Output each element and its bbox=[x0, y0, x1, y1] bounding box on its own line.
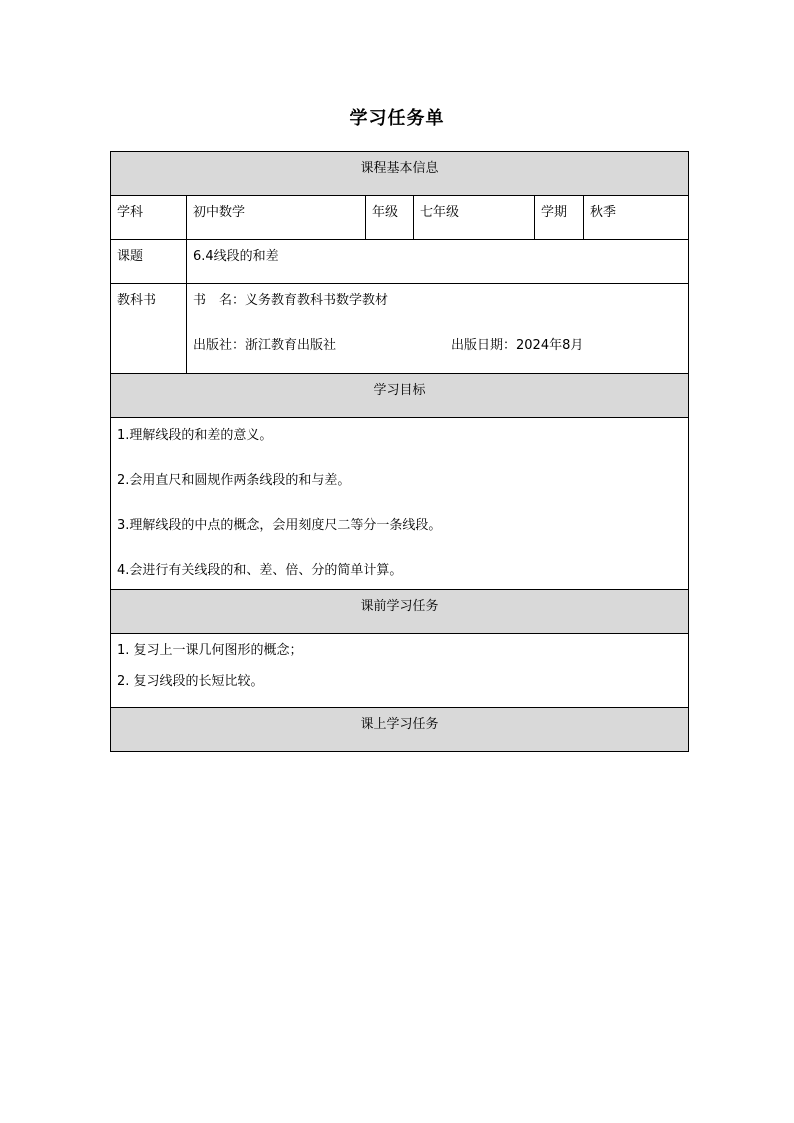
objective-item: 2.会用直尺和圆规作两条线段的和与差。 bbox=[117, 473, 351, 488]
section-title-pre-class: 课前学习任务 bbox=[111, 590, 689, 634]
subject-value: 初中数学 bbox=[187, 196, 366, 240]
term-label: 学期 bbox=[535, 196, 584, 240]
section-header-basic-info bbox=[111, 152, 689, 196]
objective-item: 4.会进行有关线段的和、差、倍、分的简单计算。 bbox=[117, 563, 403, 578]
textbook-details bbox=[187, 284, 689, 374]
grade-label: 年级 bbox=[366, 196, 414, 240]
section-title-objectives: 学习目标 bbox=[111, 374, 689, 418]
grade-value: 七年级 bbox=[414, 196, 535, 240]
objectives-list bbox=[111, 418, 689, 590]
objective-item: 1.理解线段的和差的意义。 bbox=[117, 428, 273, 443]
pre-class-task-item: 2. 复习线段的长短比较。 bbox=[117, 674, 264, 689]
textbook-row bbox=[111, 284, 689, 374]
publish-date: 出版日期：2024年8月 bbox=[451, 338, 584, 353]
section-title-in-class: 课上学习任务 bbox=[111, 708, 689, 752]
objectives-row bbox=[111, 418, 689, 590]
publisher-line bbox=[193, 337, 682, 355]
task-table bbox=[110, 151, 689, 752]
subject-row bbox=[111, 196, 689, 240]
topic-value: 6.4线段的和差 bbox=[187, 240, 689, 284]
book-name: 书 名：义务教育教科书数学教材 bbox=[193, 293, 389, 308]
publisher: 出版社：浙江教育出版社 bbox=[193, 338, 337, 353]
topic-label: 课题 bbox=[111, 240, 187, 284]
objective-item: 3.理解线段的中点的概念，会用刻度尺二等分一条线段。 bbox=[117, 518, 442, 533]
section-header-pre-class bbox=[111, 590, 689, 634]
pre-class-task-list bbox=[111, 634, 689, 708]
document-title: 学习任务单 bbox=[349, 108, 445, 129]
pre-class-row bbox=[111, 634, 689, 708]
section-title-basic-info: 课程基本信息 bbox=[111, 152, 689, 196]
term-value: 秋季 bbox=[584, 196, 689, 240]
pre-class-task-item: 1. 复习上一课几何图形的概念； bbox=[117, 643, 303, 658]
subject-label: 学科 bbox=[111, 196, 187, 240]
section-header-in-class bbox=[111, 708, 689, 752]
section-header-objectives bbox=[111, 374, 689, 418]
topic-row bbox=[111, 240, 689, 284]
textbook-label: 教科书 bbox=[111, 284, 187, 374]
